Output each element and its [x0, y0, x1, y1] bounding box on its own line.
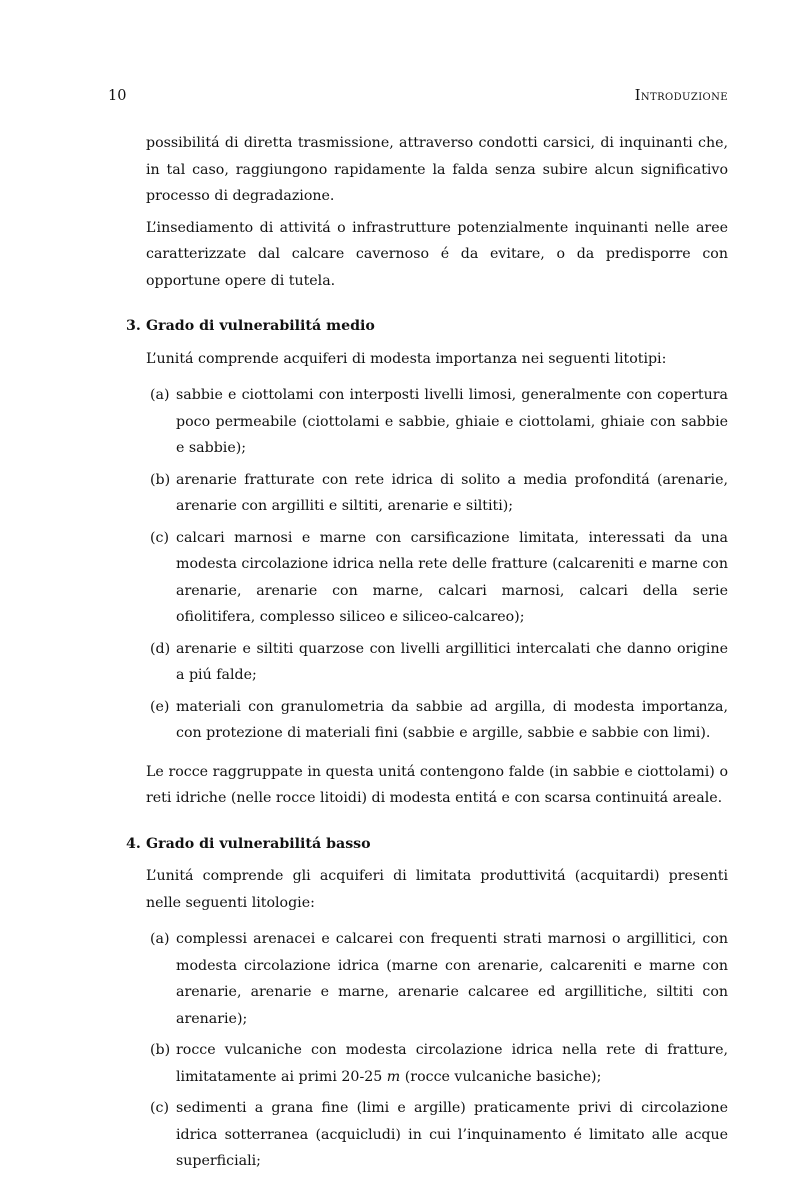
section-number: 3.: [126, 318, 141, 334]
list-item: [146, 1095, 728, 1175]
list-text: arenarie fratturate con rete idrica di solito a media profonditá (arenarie, arenarie con argilliti e siltiti, arenarie e siltiti);: [176, 471, 728, 514]
list-item: [146, 694, 728, 747]
list-item: [146, 1037, 728, 1090]
list-item: [146, 926, 728, 1032]
sublist: [146, 382, 728, 747]
list-text: (rocce vulcaniche basiche);: [400, 1068, 602, 1085]
page-number: 10: [108, 88, 127, 104]
list-item: [146, 636, 728, 689]
list-label: (b): [150, 1042, 171, 1058]
list-label: (b): [150, 471, 171, 488]
section-intro: L’unitá comprende gli acquiferi di limitata produttivitá (acquitardi) presenti nelle seguenti litologie:: [146, 868, 728, 911]
section-number: 4.: [126, 835, 141, 852]
list-label: (c): [150, 529, 170, 546]
list-text: complessi arenacei e calcarei con frequenti strati marnosi o argillitici, con modesta circolazione idrica (marne con arenarie, calcareniti e marne con arenarie, arenarie e marne, arenarie calcaree ed argillitiche, siltiti con arenarie);: [176, 931, 728, 1027]
list-text: materiali con granulometria da sabbie ad argilla, di modesta importanza, con protezione di materiali fini (sabbie e argille, sabbie e sabbie con limi).: [176, 698, 728, 741]
unit-symbol: m: [386, 1068, 401, 1085]
section-title: Grado di vulnerabilitá basso: [146, 835, 371, 852]
list-text: sabbie e ciottolami con interposti livelli limosi, generalmente con copertura poco permeabile (ciottolami e sabbie, ghiaie e ciottolami, ghiaie con sabbie e sabbie);: [176, 387, 728, 456]
section-3: [126, 313, 728, 812]
section-intro: L’unitá comprende acquiferi di modesta importanza nei seguenti litotipi:: [146, 350, 667, 367]
list-item: [146, 525, 728, 631]
page-header: [108, 88, 728, 110]
paragraph: L’insediamento di attivitá o infrastrutture potenzialmente inquinanti nelle aree caratterizzate dal calcare cavernoso é da evitare, o da predisporre con opportune opere di tutela.: [146, 219, 728, 289]
list-item: [146, 467, 728, 520]
list-label: (c): [150, 1100, 170, 1116]
list-text: sedimenti a grana fine (limi e argille) praticamente privi di circolazione idrica sotterranea (acquicludi) in cui l’inquinamento é limitato alle acque superficiali;: [176, 1100, 728, 1169]
list-item: [146, 382, 728, 462]
list-text: arenarie e siltiti quarzose con livelli argillitici intercalati che danno origine a piú falde;: [176, 640, 728, 683]
list-label: (d): [150, 640, 171, 657]
list-label: (a): [150, 931, 170, 947]
section-title: Grado di vulnerabilitá medio: [146, 318, 375, 334]
list-text: rocce vulcaniche con modesta circolazione idrica nella rete di fratture, limitatamente ai primi 20-25: [176, 1042, 728, 1085]
list-text: calcari marnosi e marne con carsificazione limitata, interessati da una modesta circolazione idrica nella rete delle fratture (calcareniti e marne con arenarie, arenarie con marne, calcari marnosi, calcari della serie ofiolitifera, complesso siliceo e siliceo-calcareo);: [176, 529, 728, 625]
paragraph: possibilitá di diretta trasmissione, attraverso condotti carsici, di inquinanti che, in tal caso, raggiungono rapidamente la falda senza subire alcun significativo processo di degradazione.: [146, 135, 728, 204]
sublist: [146, 926, 728, 1175]
page-body: [126, 130, 728, 1187]
section-closing: Le rocce raggruppate in questa unitá contengono falde (in sabbie e ciottolami) o reti idriche (nelle rocce litoidi) di modesta entitá e con scarsa continuitá areale.: [146, 763, 728, 806]
list-label: (a): [150, 387, 170, 403]
list-label: (e): [150, 698, 170, 715]
running-title: Introduzione: [634, 88, 728, 104]
